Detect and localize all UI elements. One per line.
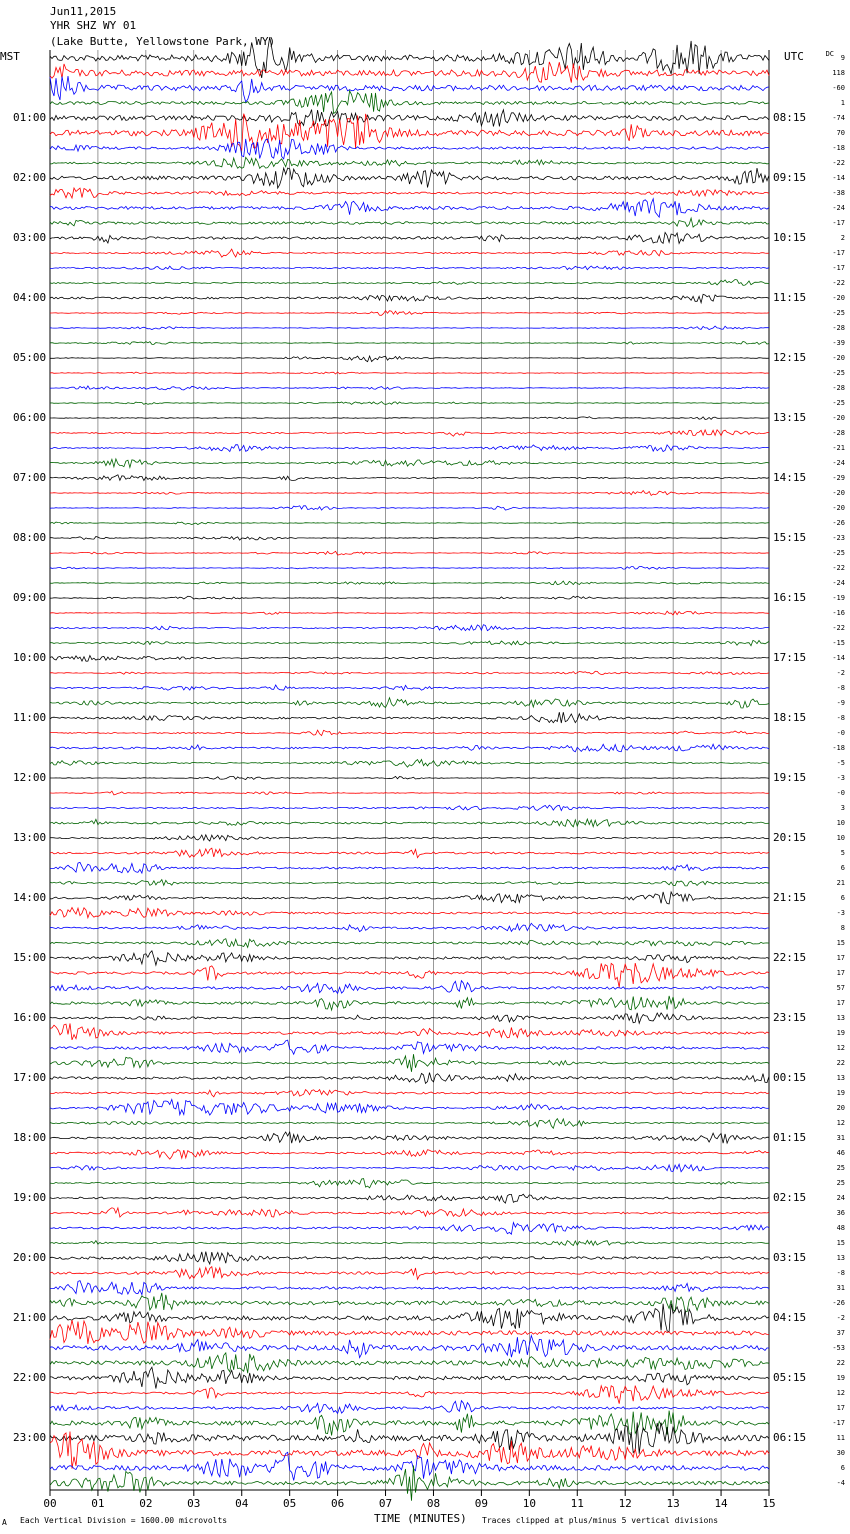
dc-offset-value: -14 — [832, 654, 845, 662]
right-timezone-label: UTC — [784, 50, 804, 63]
trace-95 — [50, 1465, 769, 1500]
trace-71 — [50, 1119, 769, 1129]
x-tick-label: 08 — [426, 1497, 441, 1510]
dc-offset-value: -28 — [832, 324, 845, 332]
dc-offset-value: 6 — [840, 1464, 845, 1472]
trace-7 — [50, 157, 769, 168]
dc-offset-value: -8 — [836, 1269, 845, 1277]
trace-18 — [50, 326, 769, 329]
trace-89 — [50, 1386, 769, 1404]
x-tick-label: 14 — [714, 1497, 728, 1510]
dc-offset-value: 8 — [840, 924, 845, 932]
dc-offset-value: 22 — [836, 1059, 845, 1067]
dc-offset-value: 2 — [840, 234, 845, 242]
right-hour-label: 14:15 — [773, 471, 807, 484]
dc-offset-value: 17 — [836, 969, 845, 977]
trace-24 — [50, 417, 769, 420]
trace-17 — [50, 311, 769, 316]
trace-1 — [50, 62, 769, 83]
dc-offset-value: 13 — [836, 1074, 845, 1082]
right-hour-label: 21:15 — [773, 891, 807, 904]
header-date: Jun11,2015 — [50, 5, 117, 18]
dc-offset-value: 13 — [836, 1014, 845, 1022]
right-hour-label: 09:15 — [773, 171, 807, 184]
dc-offset-value: 17 — [836, 1404, 845, 1412]
trace-51 — [50, 819, 769, 827]
left-hour-label: 09:00 — [13, 591, 47, 604]
dc-offset-value: 19 — [836, 1374, 845, 1382]
dc-offset-value: 1 — [840, 99, 845, 107]
dc-offset-value: 20 — [836, 1104, 845, 1112]
trace-40 — [50, 656, 769, 662]
dc-offset-value: 17 — [836, 999, 845, 1007]
trace-31 — [50, 522, 769, 525]
x-tick-label: 07 — [378, 1497, 393, 1510]
x-tick-label: 12 — [618, 1497, 632, 1510]
left-hour-label: 21:00 — [13, 1311, 47, 1324]
dc-offset-value: -5 — [836, 759, 845, 767]
x-tick-label: 11 — [570, 1497, 584, 1510]
trace-19 — [50, 342, 769, 345]
dc-offset-value: -25 — [832, 369, 845, 377]
trace-26 — [50, 445, 769, 452]
trace-85 — [50, 1320, 769, 1344]
x-tick-label: 10 — [522, 1497, 536, 1510]
dc-offset-value: 13 — [836, 1254, 845, 1262]
trace-10 — [50, 199, 769, 217]
x-tick-label: 05 — [283, 1497, 297, 1510]
left-hour-label: 15:00 — [13, 951, 47, 964]
dc-offset-value: -21 — [832, 444, 845, 452]
dc-offset-value: -18 — [832, 744, 845, 752]
dc-offset-value: -53 — [832, 1344, 845, 1352]
trace-59 — [50, 939, 769, 948]
right-hour-label: 16:15 — [773, 591, 807, 604]
dc-offset-value: -8 — [836, 684, 845, 692]
dc-offset-value: -25 — [832, 549, 845, 557]
x-tick-label: 00 — [43, 1497, 57, 1510]
trace-11 — [50, 218, 769, 227]
dc-offset-value: -18 — [832, 144, 845, 152]
left-hour-label: 18:00 — [13, 1131, 47, 1144]
dc-offset-value: -9 — [836, 699, 845, 707]
trace-83 — [50, 1293, 769, 1312]
dc-offset-value: 70 — [836, 129, 845, 137]
dc-offset-value: 19 — [836, 1089, 845, 1097]
x-tick-label: 04 — [235, 1497, 249, 1510]
trace-2 — [50, 76, 769, 102]
right-hour-label: 00:15 — [773, 1071, 807, 1084]
trace-67 — [50, 1054, 769, 1072]
trace-27 — [50, 459, 769, 468]
trace-3 — [50, 91, 769, 114]
trace-79 — [50, 1240, 769, 1245]
dc-offset-value: -28 — [832, 384, 845, 392]
dc-offset-value: -15 — [832, 639, 845, 647]
dc-offset-value: -20 — [832, 354, 845, 362]
trace-72 — [50, 1132, 769, 1143]
trace-21 — [50, 372, 769, 374]
left-hour-label: 01:00 — [13, 111, 47, 124]
dc-offset-value: -24 — [832, 204, 845, 212]
trace-68 — [50, 1073, 769, 1084]
dc-offset-value: -17 — [832, 219, 845, 227]
x-tick-label: 03 — [187, 1497, 201, 1510]
trace-25 — [50, 430, 769, 436]
trace-57 — [50, 908, 769, 918]
dc-offset-value: -25 — [832, 399, 845, 407]
dc-offset-value: -20 — [832, 294, 845, 302]
dc-offset-value: -28 — [832, 429, 845, 437]
trace-73 — [50, 1150, 769, 1159]
dc-offset-value: 12 — [836, 1044, 845, 1052]
x-tick-label: 01 — [91, 1497, 105, 1510]
right-hour-label: 19:15 — [773, 771, 807, 784]
trace-58 — [50, 923, 769, 931]
left-hour-label: 12:00 — [13, 771, 47, 784]
dc-offset-value: -26 — [832, 519, 845, 527]
trace-33 — [50, 551, 769, 555]
left-hour-label: 23:00 — [13, 1431, 47, 1444]
dc-offset-value: -22 — [832, 624, 845, 632]
dc-offset-value: 25 — [836, 1179, 845, 1187]
left-hour-label: 16:00 — [13, 1011, 47, 1024]
dc-offset-value: 24 — [836, 1194, 845, 1202]
dc-offset-value: 5 — [840, 849, 845, 857]
right-hour-label: 13:15 — [773, 411, 807, 424]
dc-offset-value: 9 — [840, 54, 845, 62]
x-tick-label: 15 — [762, 1497, 776, 1510]
dc-offset-value: 10 — [836, 834, 845, 842]
left-hour-label: 20:00 — [13, 1251, 47, 1264]
right-hour-label: 08:15 — [773, 111, 807, 124]
trace-61 — [50, 963, 769, 987]
x-tick-label: 13 — [666, 1497, 680, 1510]
dc-offset-value: -4 — [836, 1479, 845, 1487]
left-hour-label: 07:00 — [13, 471, 47, 484]
trace-80 — [50, 1252, 769, 1264]
dc-offset-value: -2 — [836, 669, 845, 677]
trace-49 — [50, 791, 769, 795]
trace-12 — [50, 232, 769, 243]
trace-62 — [50, 981, 769, 994]
trace-41 — [50, 671, 769, 674]
dc-offset-value: 31 — [836, 1134, 845, 1142]
dc-offset-value: -19 — [832, 594, 845, 602]
dc-offset-value: -3 — [836, 774, 845, 782]
trace-94 — [50, 1452, 769, 1480]
left-hour-label: 19:00 — [13, 1191, 47, 1204]
dc-offset-value: -8 — [836, 714, 845, 722]
trace-87 — [50, 1353, 769, 1373]
dc-offset-value: -22 — [832, 279, 845, 287]
dc-label: DC — [825, 50, 834, 58]
trace-35 — [50, 581, 769, 585]
dc-offset-value: -14 — [832, 174, 845, 182]
dc-offset-value: 48 — [836, 1224, 845, 1232]
left-hour-label: 04:00 — [13, 291, 47, 304]
trace-60 — [50, 951, 769, 965]
trace-54 — [50, 862, 769, 873]
dc-offset-value: 19 — [836, 1029, 845, 1037]
trace-8 — [50, 168, 769, 188]
dc-offset-value: -20 — [832, 504, 845, 512]
trace-64 — [50, 1013, 769, 1023]
dc-offset-value: -17 — [832, 249, 845, 257]
dc-offset-value: -3 — [836, 909, 845, 917]
trace-90 — [50, 1401, 769, 1414]
dc-offset-value: -29 — [832, 474, 845, 482]
dc-offset-value: 17 — [836, 954, 845, 962]
x-axis-label: TIME (MINUTES) — [374, 1512, 467, 1525]
x-tick-label: 06 — [330, 1497, 345, 1510]
right-hour-label: 12:15 — [773, 351, 807, 364]
dc-offset-value: -74 — [832, 114, 845, 122]
dc-offset-value: 46 — [836, 1149, 845, 1157]
left-hour-label: 03:00 — [13, 231, 47, 244]
dc-offset-value: -20 — [832, 414, 845, 422]
dc-offset-value: 3 — [840, 804, 845, 812]
dc-offset-value: 15 — [836, 1239, 845, 1247]
trace-42 — [50, 685, 769, 690]
trace-9 — [50, 188, 769, 198]
dc-offset-value: -17 — [832, 264, 845, 272]
dc-offset-value: 30 — [836, 1449, 845, 1457]
clip-note: Traces clipped at plus/minus 5 vertical divisions — [482, 1516, 719, 1525]
dc-offset-value: -60 — [832, 84, 845, 92]
trace-29 — [50, 491, 769, 496]
dc-offset-value: 31 — [836, 1284, 845, 1292]
dc-offset-value: 6 — [840, 894, 845, 902]
trace-65 — [50, 1023, 769, 1040]
right-hour-label: 15:15 — [773, 531, 807, 544]
dc-offset-value: 36 — [836, 1209, 845, 1217]
dc-offset-value: -16 — [832, 609, 845, 617]
dc-offset-value: 11 — [836, 1434, 845, 1442]
right-hour-label: 05:15 — [773, 1371, 807, 1384]
trace-69 — [50, 1090, 769, 1097]
trace-23 — [50, 402, 769, 405]
trace-45 — [50, 730, 769, 735]
trace-66 — [50, 1040, 769, 1054]
trace-47 — [50, 760, 769, 768]
trace-6 — [50, 139, 769, 159]
dc-offset-value: -24 — [832, 579, 845, 587]
right-hour-label: 10:15 — [773, 231, 807, 244]
x-tick-label: 02 — [139, 1497, 153, 1510]
dc-offset-value: 21 — [836, 879, 845, 887]
trace-36 — [50, 596, 769, 599]
dc-offset-value: 25 — [836, 1164, 845, 1172]
trace-88 — [50, 1367, 769, 1388]
corner-mark: A — [2, 1518, 7, 1527]
dc-offset-value: 118 — [832, 69, 845, 77]
trace-44 — [50, 712, 769, 723]
dc-offset-value: -20 — [832, 489, 845, 497]
right-hour-label: 04:15 — [773, 1311, 807, 1324]
dc-offset-value: -0 — [836, 729, 845, 737]
trace-38 — [50, 625, 769, 631]
trace-22 — [50, 386, 769, 390]
trace-46 — [50, 744, 769, 752]
left-hour-label: 10:00 — [13, 651, 47, 664]
dc-offset-value: 57 — [836, 984, 845, 992]
trace-37 — [50, 611, 769, 615]
trace-84 — [50, 1304, 769, 1332]
trace-48 — [50, 776, 769, 779]
trace-43 — [50, 698, 769, 708]
dc-offset-value: -25 — [832, 309, 845, 317]
trace-82 — [50, 1281, 769, 1295]
left-hour-label: 13:00 — [13, 831, 47, 844]
trace-14 — [50, 266, 769, 270]
trace-56 — [50, 892, 769, 904]
header-location: (Lake Butte, Yellowstone Park, WY) — [50, 35, 276, 48]
dc-offset-value: -26 — [832, 1299, 845, 1307]
left-timezone-label: MST — [0, 50, 20, 63]
right-hour-label: 18:15 — [773, 711, 807, 724]
dc-offset-value: -17 — [832, 1419, 845, 1427]
dc-offset-value: -22 — [832, 564, 845, 572]
header-station: YHR SHZ WY 01 — [50, 19, 137, 32]
trace-30 — [50, 506, 769, 510]
left-hour-label: 08:00 — [13, 531, 47, 544]
trace-92 — [50, 1423, 769, 1454]
scale-note: Each Vertical Division = 1600.00 microvolts — [20, 1516, 228, 1525]
trace-76 — [50, 1194, 769, 1203]
trace-15 — [50, 280, 769, 286]
dc-offset-value: -23 — [832, 534, 845, 542]
right-hour-label: 06:15 — [773, 1431, 807, 1444]
dc-offset-value: -24 — [832, 459, 845, 467]
dc-offset-value: -38 — [832, 189, 845, 197]
left-hour-label: 17:00 — [13, 1071, 47, 1084]
trace-4 — [50, 110, 769, 127]
left-hour-label: 11:00 — [13, 711, 47, 724]
dc-offset-value: 12 — [836, 1389, 845, 1397]
right-hour-label: 02:15 — [773, 1191, 807, 1204]
right-hour-label: 17:15 — [773, 651, 807, 664]
trace-28 — [50, 475, 769, 481]
trace-52 — [50, 835, 769, 841]
trace-20 — [50, 356, 769, 362]
trace-34 — [50, 566, 769, 569]
right-hour-label: 03:15 — [773, 1251, 807, 1264]
left-hour-label: 06:00 — [13, 411, 47, 424]
trace-75 — [50, 1179, 769, 1188]
dc-offset-value: 10 — [836, 819, 845, 827]
trace-63 — [50, 996, 769, 1010]
dc-offset-value: 6 — [840, 864, 845, 872]
dc-offset-value: -22 — [832, 159, 845, 167]
dc-offset-value: 12 — [836, 1119, 845, 1127]
right-hour-label: 23:15 — [773, 1011, 807, 1024]
trace-86 — [50, 1336, 769, 1358]
trace-55 — [50, 880, 769, 886]
trace-53 — [50, 848, 769, 858]
dc-offset-value: -2 — [836, 1314, 845, 1322]
left-hour-label: 14:00 — [13, 891, 47, 904]
trace-32 — [50, 537, 769, 541]
dc-offset-value: 37 — [836, 1329, 845, 1337]
dc-offset-value: 22 — [836, 1359, 845, 1367]
left-hour-label: 22:00 — [13, 1371, 47, 1384]
x-tick-label: 09 — [474, 1497, 489, 1510]
trace-16 — [50, 294, 769, 302]
trace-50 — [50, 805, 769, 810]
trace-78 — [50, 1223, 769, 1235]
trace-77 — [50, 1208, 769, 1217]
trace-13 — [50, 249, 769, 257]
trace-81 — [50, 1267, 769, 1280]
trace-39 — [50, 640, 769, 645]
right-hour-label: 22:15 — [773, 951, 807, 964]
dc-offset-value: -39 — [832, 339, 845, 347]
right-hour-label: 01:15 — [773, 1131, 807, 1144]
left-hour-label: 05:00 — [13, 351, 47, 364]
trace-70 — [50, 1099, 769, 1115]
trace-74 — [50, 1164, 769, 1172]
right-hour-label: 11:15 — [773, 291, 807, 304]
dc-offset-value: -0 — [836, 789, 845, 797]
left-hour-label: 02:00 — [13, 171, 47, 184]
right-hour-label: 20:15 — [773, 831, 807, 844]
dc-offset-value: 15 — [836, 939, 845, 947]
